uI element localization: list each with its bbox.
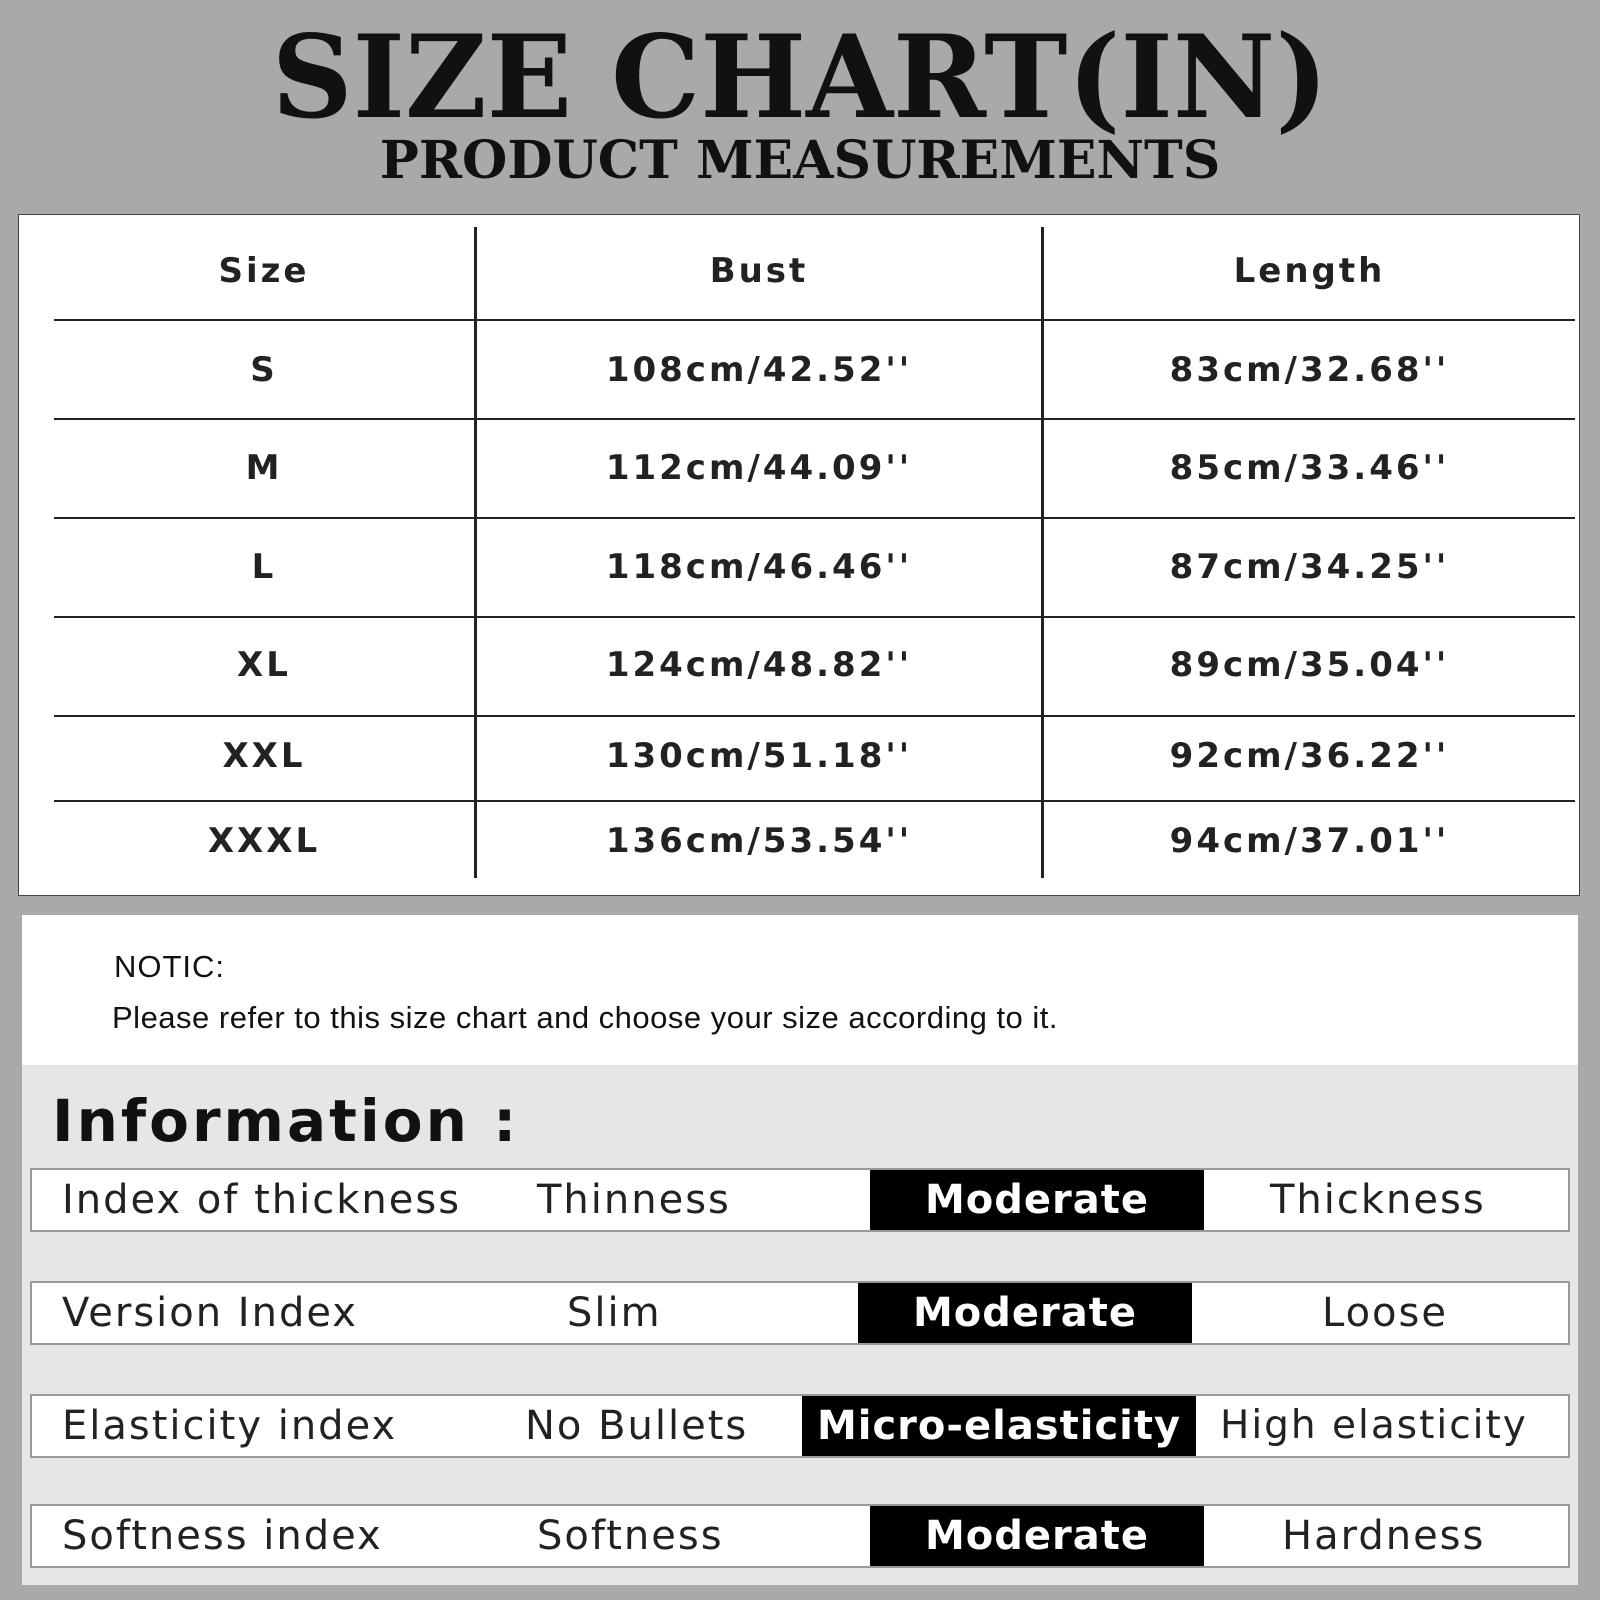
size-cell: XXL	[222, 736, 306, 776]
bottom-border	[22, 1585, 1578, 1600]
row-divider	[54, 319, 1575, 321]
info-row-label: Softness index	[62, 1513, 383, 1559]
notice-panel	[22, 915, 1578, 1065]
info-option-selected: Moderate	[870, 1506, 1204, 1566]
length-cell: 89cm/35.04''	[1169, 645, 1450, 685]
header-size: Size	[218, 251, 310, 291]
info-option: Hardness	[1282, 1513, 1486, 1559]
length-cell: 85cm/33.46''	[1169, 448, 1450, 488]
info-option: Slim	[567, 1290, 662, 1336]
info-option-selected: Micro-elasticity	[802, 1396, 1196, 1456]
info-option: Loose	[1322, 1290, 1448, 1336]
info-row-thickness	[30, 1168, 1570, 1232]
size-cell: L	[251, 547, 277, 587]
bust-cell: 112cm/44.09''	[605, 448, 913, 488]
info-option: Thickness	[1270, 1177, 1486, 1223]
bust-cell: 118cm/46.46''	[605, 547, 913, 587]
info-row-label: Version Index	[62, 1290, 358, 1336]
info-option: No Bullets	[525, 1403, 749, 1449]
size-table	[18, 214, 1580, 896]
size-cell: S	[250, 350, 278, 390]
header-bust: Bust	[709, 251, 809, 291]
info-row-elasticity	[30, 1394, 1570, 1458]
notice-title: NOTIC:	[114, 949, 226, 984]
notice-text: Please refer to this size chart and choose your size according to it.	[112, 1000, 1059, 1035]
information-panel	[22, 1065, 1578, 1585]
length-cell: 87cm/34.25''	[1169, 547, 1450, 587]
size-cell: M	[245, 448, 283, 488]
info-row-label: Elasticity index	[62, 1403, 398, 1449]
info-option: Thinness	[537, 1177, 731, 1223]
info-option-selected: Moderate	[858, 1283, 1192, 1343]
info-row-softness	[30, 1504, 1570, 1568]
length-cell: 94cm/37.01''	[1169, 821, 1450, 861]
length-cell: 92cm/36.22''	[1169, 736, 1450, 776]
information-heading: Information :	[52, 1087, 520, 1155]
row-divider	[54, 800, 1575, 802]
info-option: High elasticity	[1220, 1403, 1528, 1448]
bust-cell: 124cm/48.82''	[605, 645, 913, 685]
row-divider	[54, 517, 1575, 519]
bust-cell: 108cm/42.52''	[605, 350, 913, 390]
row-divider	[54, 418, 1575, 420]
row-divider	[54, 616, 1575, 618]
row-divider	[54, 715, 1575, 717]
size-cell: XXXL	[207, 821, 321, 861]
bust-cell: 130cm/51.18''	[605, 736, 913, 776]
bust-cell: 136cm/53.54''	[605, 821, 913, 861]
info-option-selected: Moderate	[870, 1170, 1204, 1230]
chart-title: SIZE CHART(IN)	[271, 10, 1329, 145]
chart-subtitle: PRODUCT MEASUREMENTS	[379, 130, 1221, 191]
info-row-label: Index of thickness	[62, 1177, 462, 1223]
header-length: Length	[1233, 251, 1386, 291]
length-cell: 83cm/32.68''	[1169, 350, 1450, 390]
info-row-version	[30, 1281, 1570, 1345]
info-option: Softness	[537, 1513, 724, 1559]
size-cell: XL	[237, 645, 291, 685]
